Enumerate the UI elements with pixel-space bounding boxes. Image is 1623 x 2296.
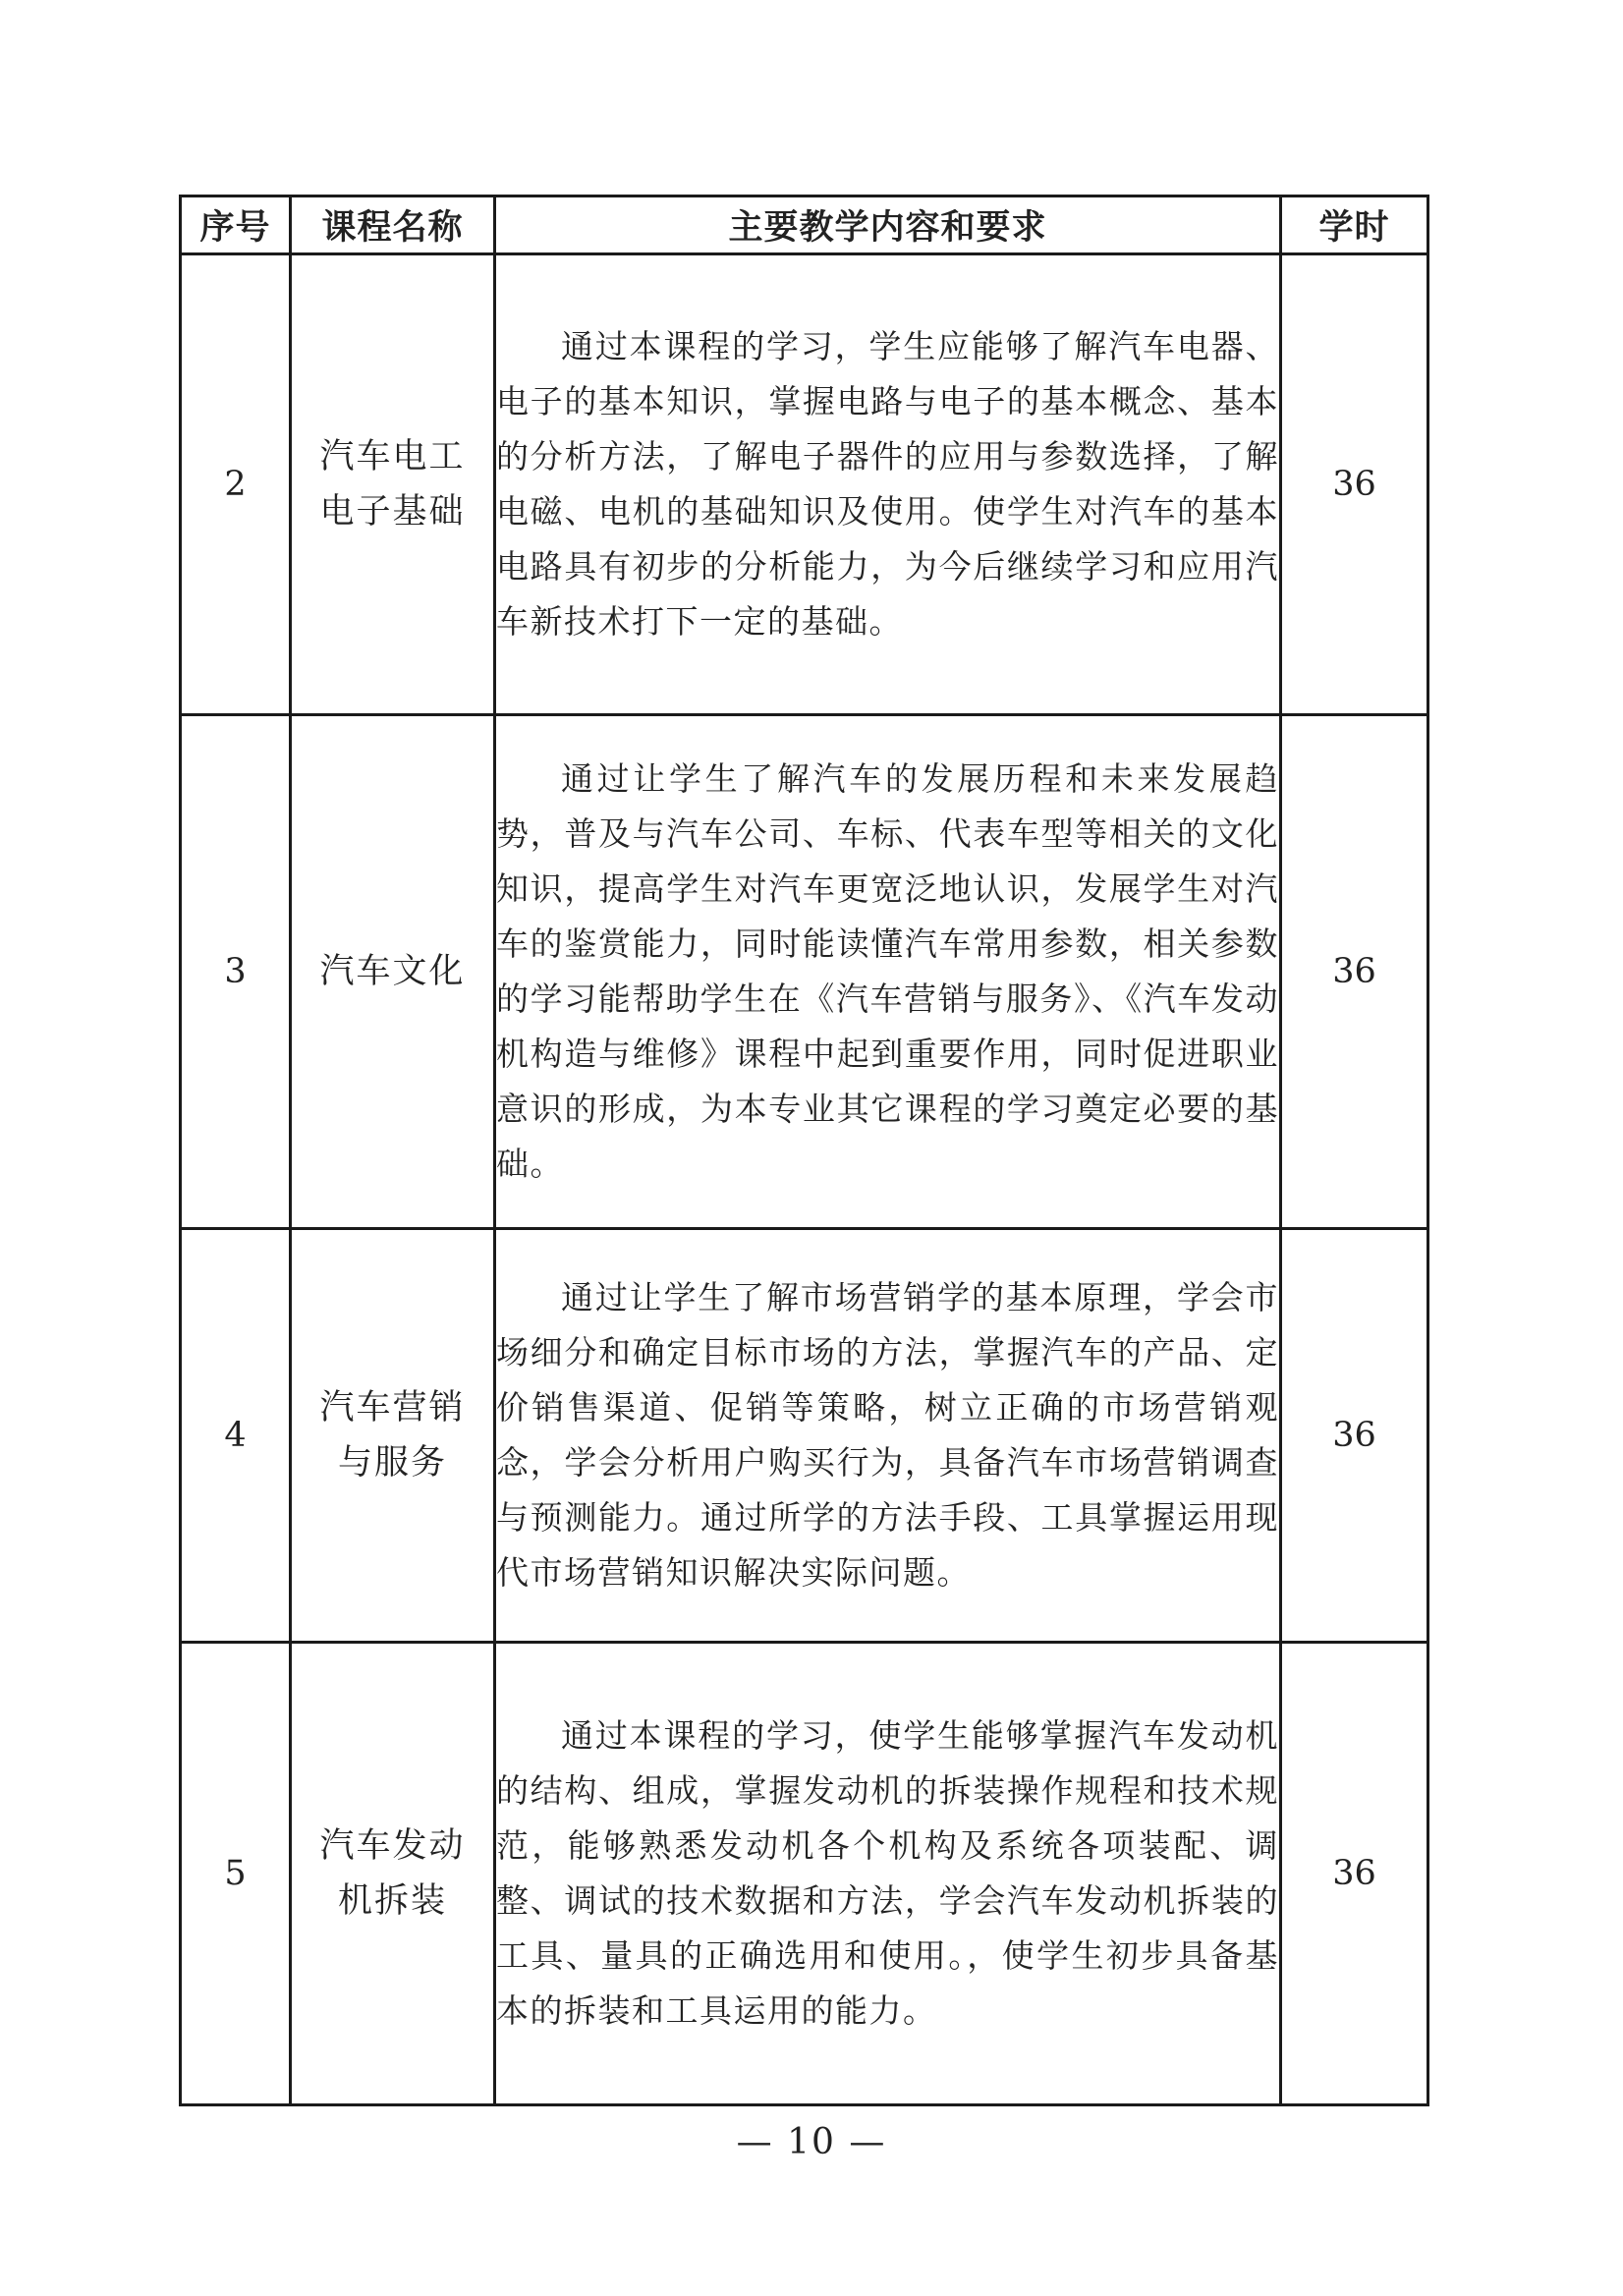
page-number: — 10 —: [736, 2122, 887, 2162]
course-content-text: 通过让学生了解汽车的发展历程和未来发展趋势，普及与汽车公司、车标、代表车型等相关的文化知识，提高学生对汽车更宽泛地认识，发展学生对汽车的鉴赏能力，同时能读懂汽车常用参数，相关参数的学习能帮助学生在《汽车营销与服务》、《汽车发动机构造与维修》课程中起到重要作用，同时促进职业意识的形成，为本专业其它课程的学习奠定必要的基础。: [496, 759, 1279, 1183]
course-content-text: 通过本课程的学习，使学生能够掌握汽车发动机的结构、组成，掌握发动机的拆装操作规程和技术规范，能够熟悉发动机各个机构及系统各项装配、调整、调试的技术数据和方法，学会汽车发动机拆装的工具、量具的正确选用和使用。，使学生初步具备基本的拆装和工具运用的能力。: [496, 1716, 1279, 2030]
course-content: [495, 254, 1281, 715]
course-name-line: 与服务: [337, 1443, 447, 1483]
course-name-line: 汽车电工: [319, 437, 466, 476]
course-content-text: 通过本课程的学习，学生应能够了解汽车电器、电子的基本知识，掌握电路与电子的基本概念、基本的分析方法，了解电子器件的应用与参数选择，了解电磁、电机的基础知识及使用。使学生对汽车的基本电路具有初步的分析能力，为今后继续学习和应用汽车新技术打下一定的基础。: [496, 327, 1279, 641]
table-row: [181, 254, 1428, 715]
course-name-line: 电子基础: [319, 492, 466, 532]
course-content: [495, 1643, 1281, 2105]
course-name-line: 机拆装: [337, 1881, 447, 1921]
course-hours: 36: [1281, 1643, 1428, 2105]
table-row: [181, 715, 1428, 1229]
course-content-text: 通过让学生了解市场营销学的基本原理，学会市场细分和确定目标市场的方法，掌握汽车的产品、定价销售渠道、促销等策略，树立正确的市场营销观念，学会分析用户购买行为，具备汽车市场营销调查与预测能力。通过所学的方法手段、工具掌握运用现代市场营销知识解决实际问题。: [496, 1278, 1279, 1592]
course-content: [495, 715, 1281, 1229]
header-no: 序号: [181, 196, 291, 254]
course-table: [179, 195, 1429, 2106]
row-number: 2: [181, 254, 291, 715]
course-hours: 36: [1281, 254, 1428, 715]
header-hours: 学时: [1281, 196, 1428, 254]
course-name: [291, 1229, 495, 1643]
row-number: 4: [181, 1229, 291, 1643]
course-name: [291, 715, 495, 1229]
course-name-line: 汽车文化: [319, 952, 466, 991]
header-content: 主要教学内容和要求: [495, 196, 1281, 254]
course-name: [291, 254, 495, 715]
table-row: [181, 1643, 1428, 2105]
course-hours: 36: [1281, 715, 1428, 1229]
course-name-line: 汽车营销: [319, 1388, 466, 1428]
row-number: 5: [181, 1643, 291, 2105]
course-content: [495, 1229, 1281, 1643]
course-name: [291, 1643, 495, 2105]
header-course-name: 课程名称: [291, 196, 495, 254]
table-header-row: [181, 196, 1428, 254]
course-name-line: 汽车发动: [319, 1826, 466, 1866]
row-number: 3: [181, 715, 291, 1229]
table-row: [181, 1229, 1428, 1643]
course-hours: 36: [1281, 1229, 1428, 1643]
